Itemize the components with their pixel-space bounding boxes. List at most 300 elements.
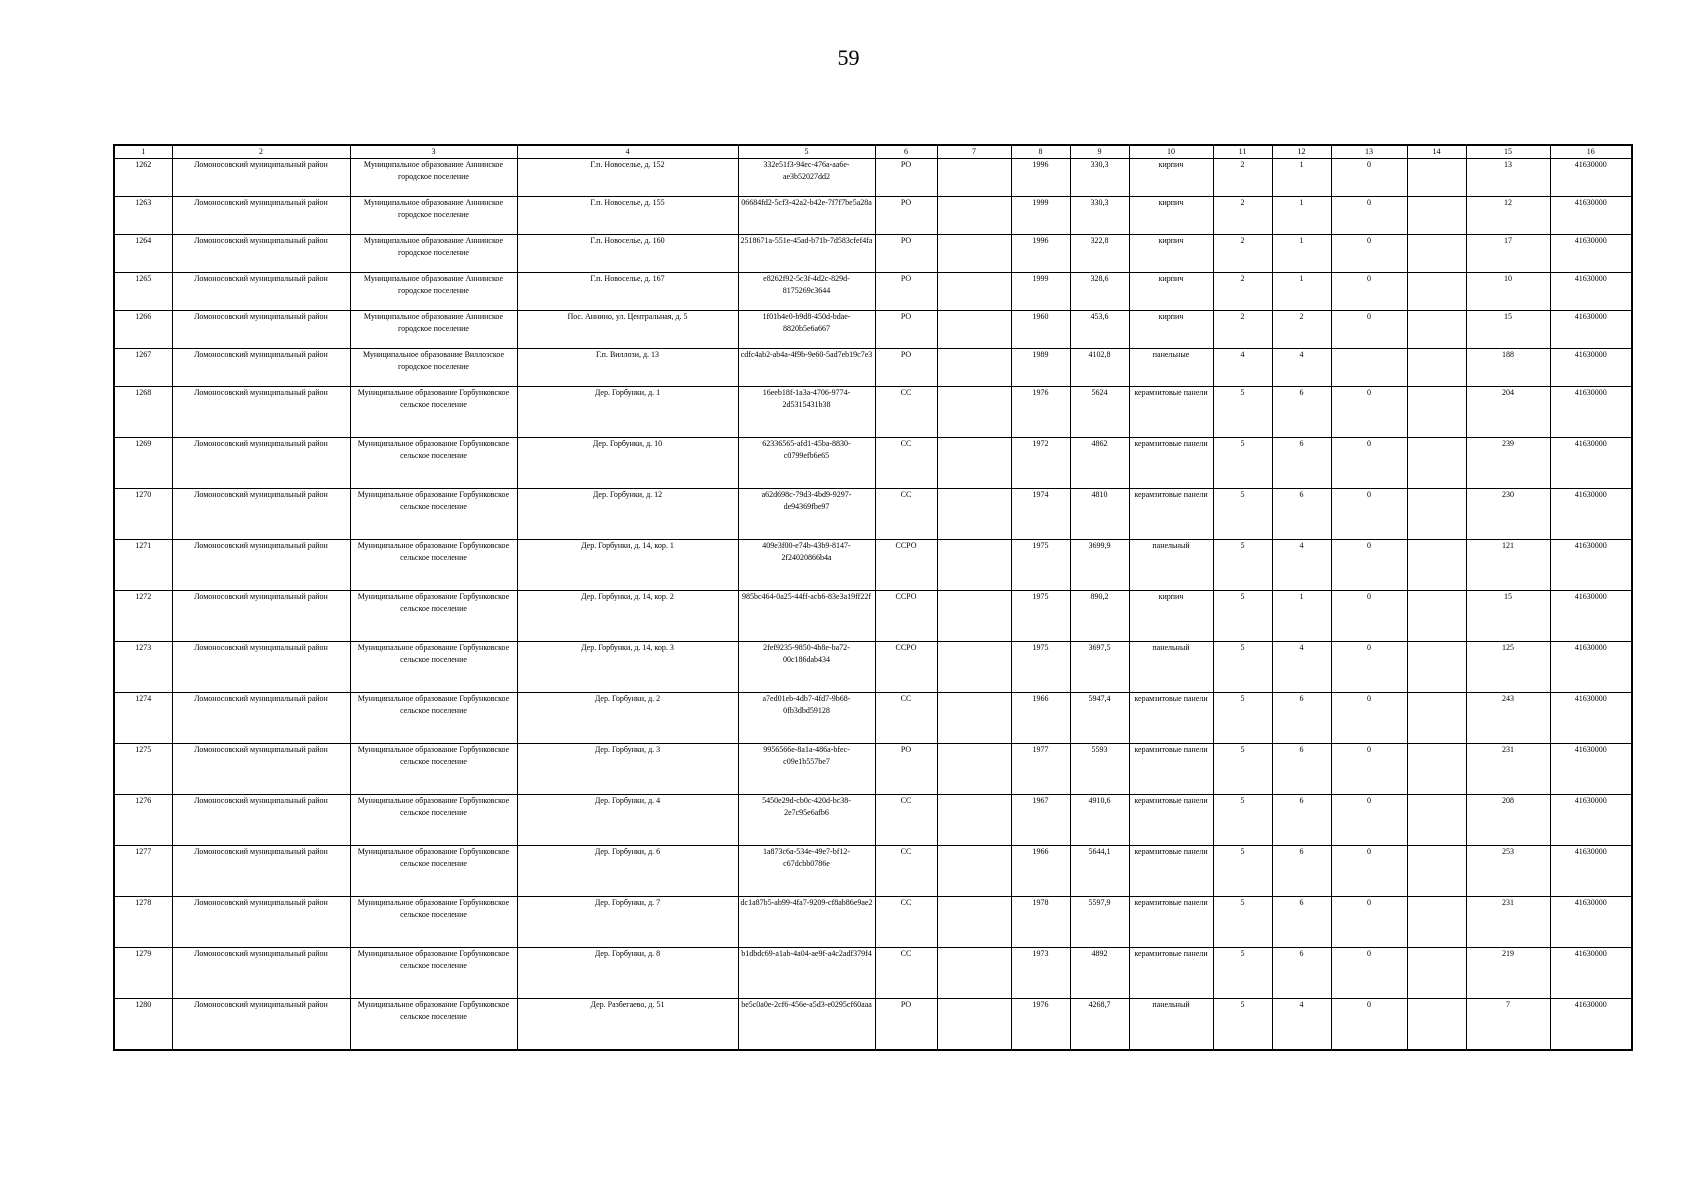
cell-entrances: 6 [1272, 948, 1331, 999]
cell-oktmo-code: 41630000 [1550, 540, 1632, 591]
cell-col-14 [1407, 642, 1466, 693]
cell-col-14 [1407, 744, 1466, 795]
cell-residents: 125 [1466, 642, 1550, 693]
cell-municipality: Муниципальное образование Аннинское городское поселение [350, 197, 517, 235]
cell-col-13: 0 [1331, 438, 1407, 489]
cell-col-7 [937, 795, 1011, 846]
cell-address: Пос. Аннино, ул. Центральная, д. 5 [517, 311, 738, 349]
cell-address: Дер. Разбегаево, д. 51 [517, 999, 738, 1050]
cell-object-guid: 985bc464-0a25-44ff-acb6-83e3a19ff22f [738, 591, 875, 642]
cell-address: Г.п. Новоселье, д. 160 [517, 235, 738, 273]
cell-residents: 253 [1466, 846, 1550, 897]
cell-row-number: 1280 [114, 999, 172, 1050]
table-row [114, 897, 1632, 948]
cell-col-14 [1407, 349, 1466, 387]
cell-address: Дер. Горбунки, д. 14, кор. 3 [517, 642, 738, 693]
cell-floors: 2 [1213, 311, 1272, 349]
cell-ownership-code: СС [875, 387, 937, 438]
cell-col-7 [937, 948, 1011, 999]
cell-col-13: 0 [1331, 540, 1407, 591]
cell-wall-material: кирпич [1129, 591, 1213, 642]
cell-entrances: 1 [1272, 591, 1331, 642]
cell-district: Ломоносовский муниципальный район [172, 489, 350, 540]
cell-oktmo-code: 41630000 [1550, 846, 1632, 897]
cell-col-13: 0 [1331, 846, 1407, 897]
cell-district: Ломоносовский муниципальный район [172, 235, 350, 273]
cell-object-guid: 5450e29d-cb0c-420d-bc38-2e7c95e6afb6 [738, 795, 875, 846]
cell-entrances: 6 [1272, 489, 1331, 540]
cell-area: 3699,9 [1070, 540, 1129, 591]
cell-col-13: 0 [1331, 999, 1407, 1050]
cell-floors: 2 [1213, 235, 1272, 273]
cell-address: Дер. Горбунки, д. 6 [517, 846, 738, 897]
cell-col-13: 0 [1331, 795, 1407, 846]
cell-residents: 15 [1466, 591, 1550, 642]
cell-entrances: 6 [1272, 693, 1331, 744]
cell-col-14 [1407, 387, 1466, 438]
column-number-5: 5 [738, 145, 875, 159]
cell-entrances: 1 [1272, 159, 1331, 197]
cell-area: 890,2 [1070, 591, 1129, 642]
cell-oktmo-code: 41630000 [1550, 438, 1632, 489]
cell-entrances: 4 [1272, 349, 1331, 387]
cell-area: 4102,8 [1070, 349, 1129, 387]
cell-residents: 17 [1466, 235, 1550, 273]
cell-object-guid: dc1a87b5-ab99-4fa7-9209-cf8ab86e9ae2 [738, 897, 875, 948]
cell-col-7 [937, 273, 1011, 311]
cell-area: 4810 [1070, 489, 1129, 540]
cell-wall-material: керамзитовые панели [1129, 897, 1213, 948]
table-row [114, 642, 1632, 693]
cell-ownership-code: СС [875, 795, 937, 846]
cell-area: 5597,9 [1070, 897, 1129, 948]
cell-wall-material: керамзитовые панели [1129, 744, 1213, 795]
cell-area: 5593 [1070, 744, 1129, 795]
cell-col-7 [937, 744, 1011, 795]
cell-object-guid: a7ed01eb-4db7-4fd7-9b68-0fb3dbd59128 [738, 693, 875, 744]
cell-object-guid: e8262f92-5c3f-4d2c-829d-8175269c3644 [738, 273, 875, 311]
cell-ownership-code: РО [875, 235, 937, 273]
cell-district: Ломоносовский муниципальный район [172, 591, 350, 642]
cell-floors: 5 [1213, 438, 1272, 489]
cell-year-built: 1967 [1011, 795, 1070, 846]
cell-year-built: 1972 [1011, 438, 1070, 489]
cell-address: Г.п. Новоселье, д. 152 [517, 159, 738, 197]
cell-col-14 [1407, 795, 1466, 846]
cell-municipality: Муниципальное образование Горбунковское сельское поселение [350, 591, 517, 642]
cell-residents: 7 [1466, 999, 1550, 1050]
cell-district: Ломоносовский муниципальный район [172, 159, 350, 197]
cell-municipality: Муниципальное образование Горбунковское сельское поселение [350, 693, 517, 744]
cell-district: Ломоносовский муниципальный район [172, 349, 350, 387]
cell-residents: 10 [1466, 273, 1550, 311]
cell-floors: 5 [1213, 744, 1272, 795]
cell-row-number: 1268 [114, 387, 172, 438]
cell-col-14 [1407, 438, 1466, 489]
cell-municipality: Муниципальное образование Горбунковское сельское поселение [350, 795, 517, 846]
cell-row-number: 1267 [114, 349, 172, 387]
cell-ownership-code: РО [875, 744, 937, 795]
cell-row-number: 1269 [114, 438, 172, 489]
cell-residents: 188 [1466, 349, 1550, 387]
column-number-6: 6 [875, 145, 937, 159]
cell-object-guid: be5c0a0e-2cf6-456e-a5d3-e0295cf60aaa [738, 999, 875, 1050]
cell-municipality: Муниципальное образование Горбунковское сельское поселение [350, 489, 517, 540]
cell-area: 5947,4 [1070, 693, 1129, 744]
cell-object-guid: a62d698c-79d3-4bd9-9297-de94369fbe97 [738, 489, 875, 540]
column-number-7: 7 [937, 145, 1011, 159]
cell-residents: 231 [1466, 744, 1550, 795]
cell-floors: 5 [1213, 693, 1272, 744]
cell-wall-material: керамзитовые панели [1129, 948, 1213, 999]
cell-area: 330,3 [1070, 159, 1129, 197]
cell-address: Дер. Горбунки, д. 7 [517, 897, 738, 948]
cell-object-guid: 409e3f00-e74b-43b9-8147-2f24020866b4a [738, 540, 875, 591]
cell-entrances: 6 [1272, 387, 1331, 438]
cell-oktmo-code: 41630000 [1550, 387, 1632, 438]
cell-entrances: 6 [1272, 744, 1331, 795]
column-number-16: 16 [1550, 145, 1632, 159]
cell-municipality: Муниципальное образование Аннинское городское поселение [350, 235, 517, 273]
cell-year-built: 1966 [1011, 846, 1070, 897]
cell-floors: 5 [1213, 795, 1272, 846]
cell-ownership-code: СС [875, 897, 937, 948]
cell-municipality: Муниципальное образование Горбунковское сельское поселение [350, 540, 517, 591]
cell-col-7 [937, 235, 1011, 273]
cell-district: Ломоносовский муниципальный район [172, 693, 350, 744]
cell-oktmo-code: 41630000 [1550, 744, 1632, 795]
cell-col-14 [1407, 693, 1466, 744]
table-row [114, 349, 1632, 387]
column-number-13: 13 [1331, 145, 1407, 159]
cell-entrances: 6 [1272, 897, 1331, 948]
cell-floors: 5 [1213, 642, 1272, 693]
cell-address: Г.п. Новоселье, д. 167 [517, 273, 738, 311]
cell-object-guid: 16eeb18f-1a3a-4706-9774-2d5315431b38 [738, 387, 875, 438]
cell-col-13: 0 [1331, 948, 1407, 999]
column-number-12: 12 [1272, 145, 1331, 159]
cell-area: 4892 [1070, 948, 1129, 999]
column-number-8: 8 [1011, 145, 1070, 159]
cell-oktmo-code: 41630000 [1550, 273, 1632, 311]
cell-col-14 [1407, 197, 1466, 235]
column-number-1: 1 [114, 145, 172, 159]
cell-col-14 [1407, 591, 1466, 642]
cell-wall-material: керамзитовые панели [1129, 846, 1213, 897]
cell-row-number: 1266 [114, 311, 172, 349]
cell-address: Дер. Горбунки, д. 8 [517, 948, 738, 999]
cell-wall-material: панельные [1129, 349, 1213, 387]
cell-row-number: 1272 [114, 591, 172, 642]
cell-municipality: Муниципальное образование Аннинское городское поселение [350, 311, 517, 349]
cell-col-7 [937, 197, 1011, 235]
cell-municipality: Муниципальное образование Горбунковское сельское поселение [350, 999, 517, 1050]
cell-entrances: 1 [1272, 197, 1331, 235]
cell-ownership-code: РО [875, 349, 937, 387]
cell-col-7 [937, 311, 1011, 349]
cell-ownership-code: ССРО [875, 540, 937, 591]
cell-address: Г.п. Виллози, д. 13 [517, 349, 738, 387]
cell-district: Ломоносовский муниципальный район [172, 311, 350, 349]
cell-ownership-code: ССРО [875, 642, 937, 693]
cell-year-built: 1974 [1011, 489, 1070, 540]
cell-ownership-code: РО [875, 159, 937, 197]
cell-wall-material: керамзитовые панели [1129, 438, 1213, 489]
cell-col-14 [1407, 159, 1466, 197]
cell-entrances: 2 [1272, 311, 1331, 349]
cell-ownership-code: СС [875, 489, 937, 540]
cell-district: Ломоносовский муниципальный район [172, 846, 350, 897]
cell-residents: 204 [1466, 387, 1550, 438]
cell-residents: 231 [1466, 897, 1550, 948]
column-number-10: 10 [1129, 145, 1213, 159]
cell-year-built: 1978 [1011, 897, 1070, 948]
cell-row-number: 1273 [114, 642, 172, 693]
cell-col-13: 0 [1331, 387, 1407, 438]
cell-district: Ломоносовский муниципальный район [172, 540, 350, 591]
column-number-9: 9 [1070, 145, 1129, 159]
cell-address: Дер. Горбунки, д. 4 [517, 795, 738, 846]
cell-address: Дер. Горбунки, д. 2 [517, 693, 738, 744]
cell-municipality: Муниципальное образование Горбунковское сельское поселение [350, 948, 517, 999]
cell-year-built: 1966 [1011, 693, 1070, 744]
cell-ownership-code: СС [875, 438, 937, 489]
cell-row-number: 1276 [114, 795, 172, 846]
cell-address: Дер. Горбунки, д. 12 [517, 489, 738, 540]
cell-wall-material: кирпич [1129, 273, 1213, 311]
cell-object-guid: cdfc4ab2-ab4a-4f9b-9e60-5ad7eb19c7e3 [738, 349, 875, 387]
cell-floors: 2 [1213, 273, 1272, 311]
cell-district: Ломоносовский муниципальный район [172, 795, 350, 846]
cell-oktmo-code: 41630000 [1550, 999, 1632, 1050]
table-body [114, 159, 1632, 1050]
table-row [114, 795, 1632, 846]
cell-wall-material: кирпич [1129, 159, 1213, 197]
cell-col-13: 0 [1331, 744, 1407, 795]
cell-municipality: Муниципальное образование Горбунковское сельское поселение [350, 438, 517, 489]
column-number-3: 3 [350, 145, 517, 159]
cell-address: Дер. Горбунки, д. 1 [517, 387, 738, 438]
cell-object-guid: 1f01b4e0-b9d8-450d-bdae-8820b5e6a667 [738, 311, 875, 349]
column-number-15: 15 [1466, 145, 1550, 159]
table-row [114, 846, 1632, 897]
cell-col-7 [937, 591, 1011, 642]
housing-registry-table [113, 144, 1633, 1051]
column-number-4: 4 [517, 145, 738, 159]
cell-residents: 219 [1466, 948, 1550, 999]
cell-floors: 5 [1213, 948, 1272, 999]
table-row [114, 540, 1632, 591]
cell-object-guid: 1a873c6a-534e-49e7-bf12-c67dcbb0786e [738, 846, 875, 897]
table-row [114, 197, 1632, 235]
cell-address: Дер. Горбунки, д. 3 [517, 744, 738, 795]
cell-col-14 [1407, 273, 1466, 311]
column-number-11: 11 [1213, 145, 1272, 159]
cell-oktmo-code: 41630000 [1550, 197, 1632, 235]
cell-year-built: 1975 [1011, 642, 1070, 693]
column-number-2: 2 [172, 145, 350, 159]
cell-municipality: Муниципальное образование Аннинское городское поселение [350, 273, 517, 311]
cell-oktmo-code: 41630000 [1550, 235, 1632, 273]
cell-col-13: 0 [1331, 591, 1407, 642]
page-number: 59 [837, 45, 860, 70]
cell-col-14 [1407, 999, 1466, 1050]
cell-col-14 [1407, 948, 1466, 999]
cell-year-built: 1996 [1011, 235, 1070, 273]
cell-oktmo-code: 41630000 [1550, 311, 1632, 349]
cell-municipality: Муниципальное образование Горбунковское сельское поселение [350, 387, 517, 438]
cell-oktmo-code: 41630000 [1550, 349, 1632, 387]
cell-year-built: 1977 [1011, 744, 1070, 795]
cell-district: Ломоносовский муниципальный район [172, 948, 350, 999]
cell-col-14 [1407, 311, 1466, 349]
cell-col-7 [937, 897, 1011, 948]
cell-row-number: 1277 [114, 846, 172, 897]
cell-col-14 [1407, 235, 1466, 273]
cell-residents: 121 [1466, 540, 1550, 591]
cell-row-number: 1274 [114, 693, 172, 744]
cell-object-guid: 9956566e-8a1a-486a-bfec-c09e1b557be7 [738, 744, 875, 795]
cell-oktmo-code: 41630000 [1550, 591, 1632, 642]
cell-oktmo-code: 41630000 [1550, 642, 1632, 693]
cell-area: 328,6 [1070, 273, 1129, 311]
cell-ownership-code: РО [875, 999, 937, 1050]
cell-area: 3697,5 [1070, 642, 1129, 693]
cell-col-13: 0 [1331, 693, 1407, 744]
cell-ownership-code: ССРО [875, 591, 937, 642]
cell-wall-material: кирпич [1129, 311, 1213, 349]
cell-wall-material: керамзитовые панели [1129, 387, 1213, 438]
cell-address: Дер. Горбунки, д. 14, кор. 2 [517, 591, 738, 642]
cell-area: 5624 [1070, 387, 1129, 438]
cell-area: 330,3 [1070, 197, 1129, 235]
table-row [114, 311, 1632, 349]
cell-row-number: 1270 [114, 489, 172, 540]
cell-entrances: 1 [1272, 235, 1331, 273]
cell-residents: 13 [1466, 159, 1550, 197]
cell-residents: 239 [1466, 438, 1550, 489]
cell-row-number: 1271 [114, 540, 172, 591]
cell-col-14 [1407, 540, 1466, 591]
cell-col-13: 0 [1331, 273, 1407, 311]
cell-residents: 15 [1466, 311, 1550, 349]
cell-row-number: 1275 [114, 744, 172, 795]
cell-address: Дер. Горбунки, д. 10 [517, 438, 738, 489]
cell-district: Ломоносовский муниципальный район [172, 438, 350, 489]
cell-municipality: Муниципальное образование Горбунковское сельское поселение [350, 744, 517, 795]
cell-wall-material: керамзитовые панели [1129, 693, 1213, 744]
cell-entrances: 1 [1272, 273, 1331, 311]
cell-district: Ломоносовский муниципальный район [172, 999, 350, 1050]
cell-wall-material: панельный [1129, 540, 1213, 591]
cell-col-7 [937, 349, 1011, 387]
cell-col-7 [937, 540, 1011, 591]
cell-oktmo-code: 41630000 [1550, 897, 1632, 948]
column-number-row [114, 145, 1632, 159]
cell-oktmo-code: 41630000 [1550, 795, 1632, 846]
cell-col-7 [937, 489, 1011, 540]
cell-row-number: 1279 [114, 948, 172, 999]
cell-object-guid: 2fef9235-9850-4b8e-ba72-00c186dab434 [738, 642, 875, 693]
cell-row-number: 1262 [114, 159, 172, 197]
table-row [114, 159, 1632, 197]
cell-district: Ломоносовский муниципальный район [172, 744, 350, 795]
cell-wall-material: панельный [1129, 999, 1213, 1050]
cell-wall-material: керамзитовые панели [1129, 489, 1213, 540]
table-row [114, 387, 1632, 438]
cell-year-built: 1989 [1011, 349, 1070, 387]
table-row [114, 948, 1632, 999]
cell-col-13: 0 [1331, 489, 1407, 540]
cell-floors: 2 [1213, 159, 1272, 197]
cell-col-13: 0 [1331, 311, 1407, 349]
cell-floors: 5 [1213, 897, 1272, 948]
cell-residents: 243 [1466, 693, 1550, 744]
cell-year-built: 1999 [1011, 197, 1070, 235]
column-number-14: 14 [1407, 145, 1466, 159]
cell-ownership-code: РО [875, 311, 937, 349]
cell-col-7 [937, 438, 1011, 489]
table-row [114, 693, 1632, 744]
cell-address: Г.п. Новоселье, д. 155 [517, 197, 738, 235]
cell-oktmo-code: 41630000 [1550, 948, 1632, 999]
table-row [114, 273, 1632, 311]
cell-object-guid: 62336565-afd1-45ba-8830-c0799efb6e65 [738, 438, 875, 489]
table-row [114, 438, 1632, 489]
cell-area: 4268,7 [1070, 999, 1129, 1050]
cell-municipality: Муниципальное образование Горбунковское сельское поселение [350, 642, 517, 693]
cell-entrances: 4 [1272, 642, 1331, 693]
cell-ownership-code: СС [875, 693, 937, 744]
cell-year-built: 1973 [1011, 948, 1070, 999]
table-row [114, 744, 1632, 795]
cell-area: 453,6 [1070, 311, 1129, 349]
table-row [114, 489, 1632, 540]
cell-entrances: 6 [1272, 795, 1331, 846]
cell-district: Ломоносовский муниципальный район [172, 197, 350, 235]
cell-col-13: 0 [1331, 235, 1407, 273]
cell-ownership-code: РО [875, 273, 937, 311]
cell-entrances: 6 [1272, 438, 1331, 489]
cell-oktmo-code: 41630000 [1550, 159, 1632, 197]
cell-col-13: 0 [1331, 642, 1407, 693]
cell-floors: 5 [1213, 846, 1272, 897]
cell-year-built: 1960 [1011, 311, 1070, 349]
cell-floors: 5 [1213, 591, 1272, 642]
cell-col-7 [937, 159, 1011, 197]
cell-entrances: 6 [1272, 846, 1331, 897]
cell-district: Ломоносовский муниципальный район [172, 273, 350, 311]
cell-row-number: 1265 [114, 273, 172, 311]
cell-year-built: 1999 [1011, 273, 1070, 311]
cell-address: Дер. Горбунки, д. 14, кор. 1 [517, 540, 738, 591]
cell-ownership-code: СС [875, 846, 937, 897]
cell-wall-material: кирпич [1129, 197, 1213, 235]
cell-col-14 [1407, 846, 1466, 897]
cell-floors: 4 [1213, 349, 1272, 387]
cell-ownership-code: РО [875, 197, 937, 235]
cell-residents: 230 [1466, 489, 1550, 540]
cell-entrances: 4 [1272, 540, 1331, 591]
cell-wall-material: панельный [1129, 642, 1213, 693]
cell-row-number: 1278 [114, 897, 172, 948]
cell-col-13: 0 [1331, 897, 1407, 948]
cell-municipality: Муниципальное образование Горбунковское сельское поселение [350, 897, 517, 948]
cell-object-guid: 06684fd2-5cf3-42a2-b42e-7f7f7be5a28a [738, 197, 875, 235]
table-row [114, 591, 1632, 642]
cell-col-7 [937, 387, 1011, 438]
cell-municipality: Муниципальное образование Горбунковское сельское поселение [350, 846, 517, 897]
